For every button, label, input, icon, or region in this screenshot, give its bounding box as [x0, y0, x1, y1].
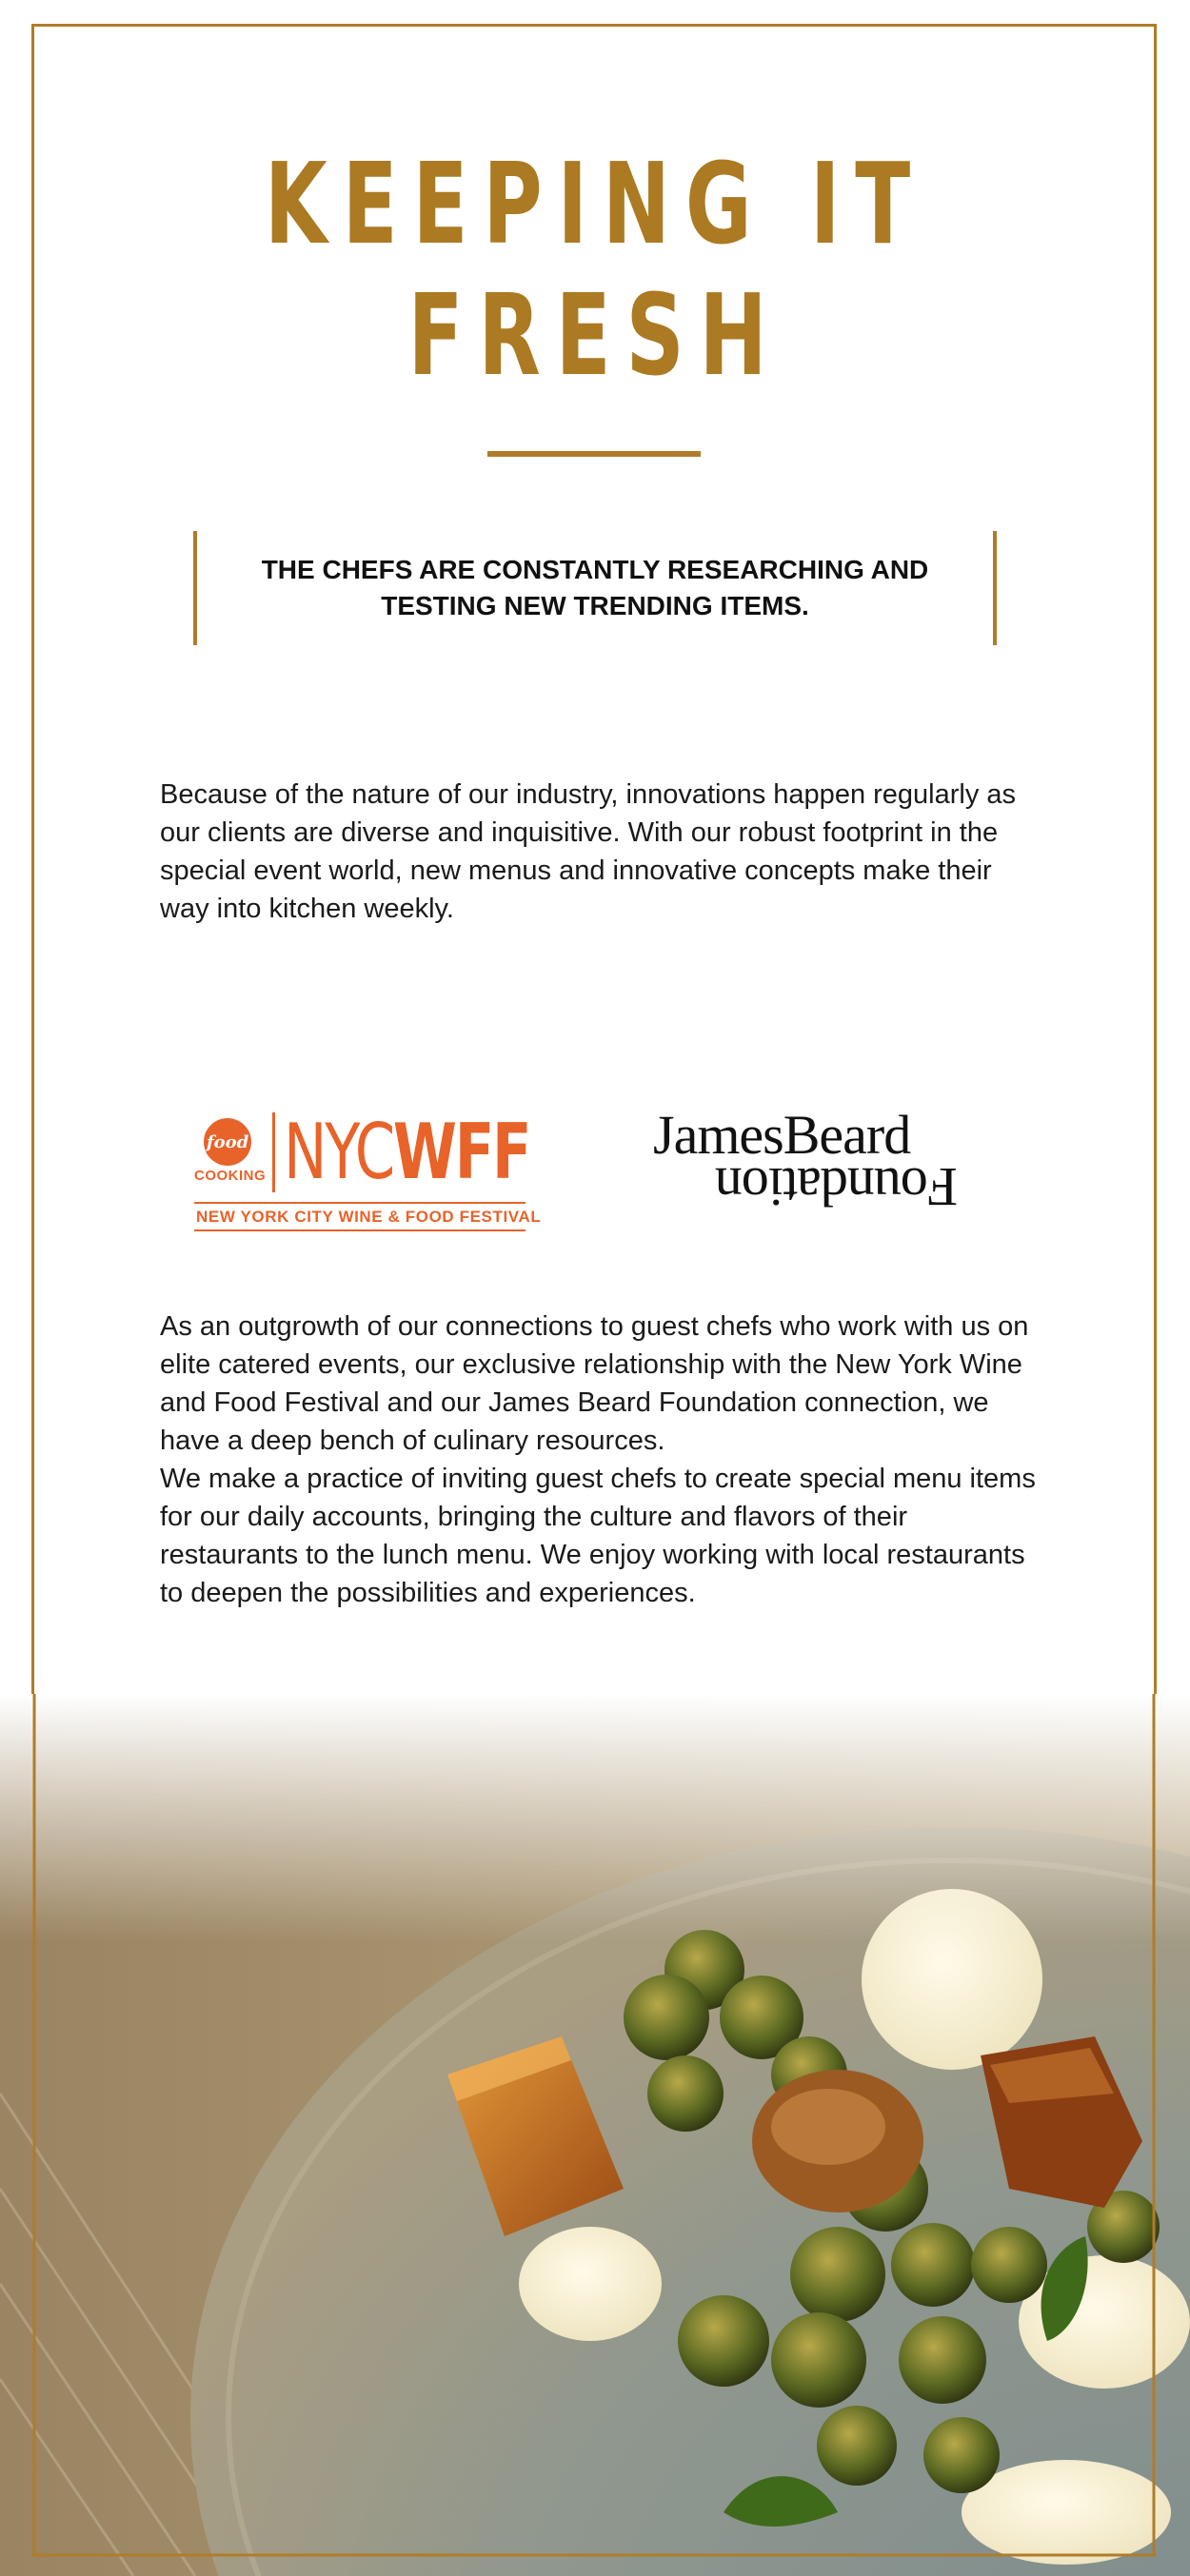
cooking-channel-label: COOKING: [194, 1168, 267, 1184]
title-line-1: KEEPING IT: [264, 138, 926, 269]
nycwff-logo: [194, 1108, 542, 1232]
james-beard-foundation-logo: [653, 1106, 958, 1220]
connections-paragraph: As an outgrowth of our connections to guest chefs who work with us on elite catered events, our exclusive relationship with the New York Wine and Food Festival and our James Beard Foundation connection, we have a deep bench of culinary resources.: [160, 1311, 1029, 1456]
guest-chefs-paragraph: We make a practice of inviting guest chefs to create special menu items for our daily accounts, bringing the culture and flavors of their restaurants to the lunch menu. We enjoy working with local restaurants to deepen the possibilities and experiences.: [160, 1464, 1036, 1608]
intro-paragraph: Because of the nature of our industry, innovations happen regularly as our clients are diverse and inquisitive. With our robust footprint in the special event world, new menus and innovative concepts make their way into kitchen weekly.: [160, 779, 1017, 924]
subtitle-text: THE CHEFS ARE CONSTANTLY RESEARCHING AND TESTING NEW TRENDING ITEMS.: [261, 555, 929, 620]
nycwff-wordmark-bold: WFF: [392, 1108, 530, 1196]
title-divider: [487, 451, 701, 457]
nycwff-wordmark-thin: NYC: [284, 1108, 393, 1196]
food-photo-icon: [0, 1694, 1190, 2576]
nycwff-divider: [272, 1112, 275, 1192]
subtitle-callout: [193, 531, 997, 645]
food-network-badge: food: [204, 1118, 251, 1166]
nycwff-wordmark: [284, 1109, 529, 1196]
jbf-wordmark-bottom: Foundation: [715, 1156, 958, 1218]
nycwff-tagline: NEW YORK CITY WINE & FOOD FESTIVAL: [196, 1208, 542, 1226]
nycwff-rule-top: [194, 1202, 526, 1204]
jbf-wordmark-top: JamesBeard: [653, 1104, 911, 1166]
nycwff-rule-bottom: [194, 1229, 526, 1231]
page-title: [167, 138, 1023, 401]
title-line-2: FRESH: [407, 269, 783, 401]
